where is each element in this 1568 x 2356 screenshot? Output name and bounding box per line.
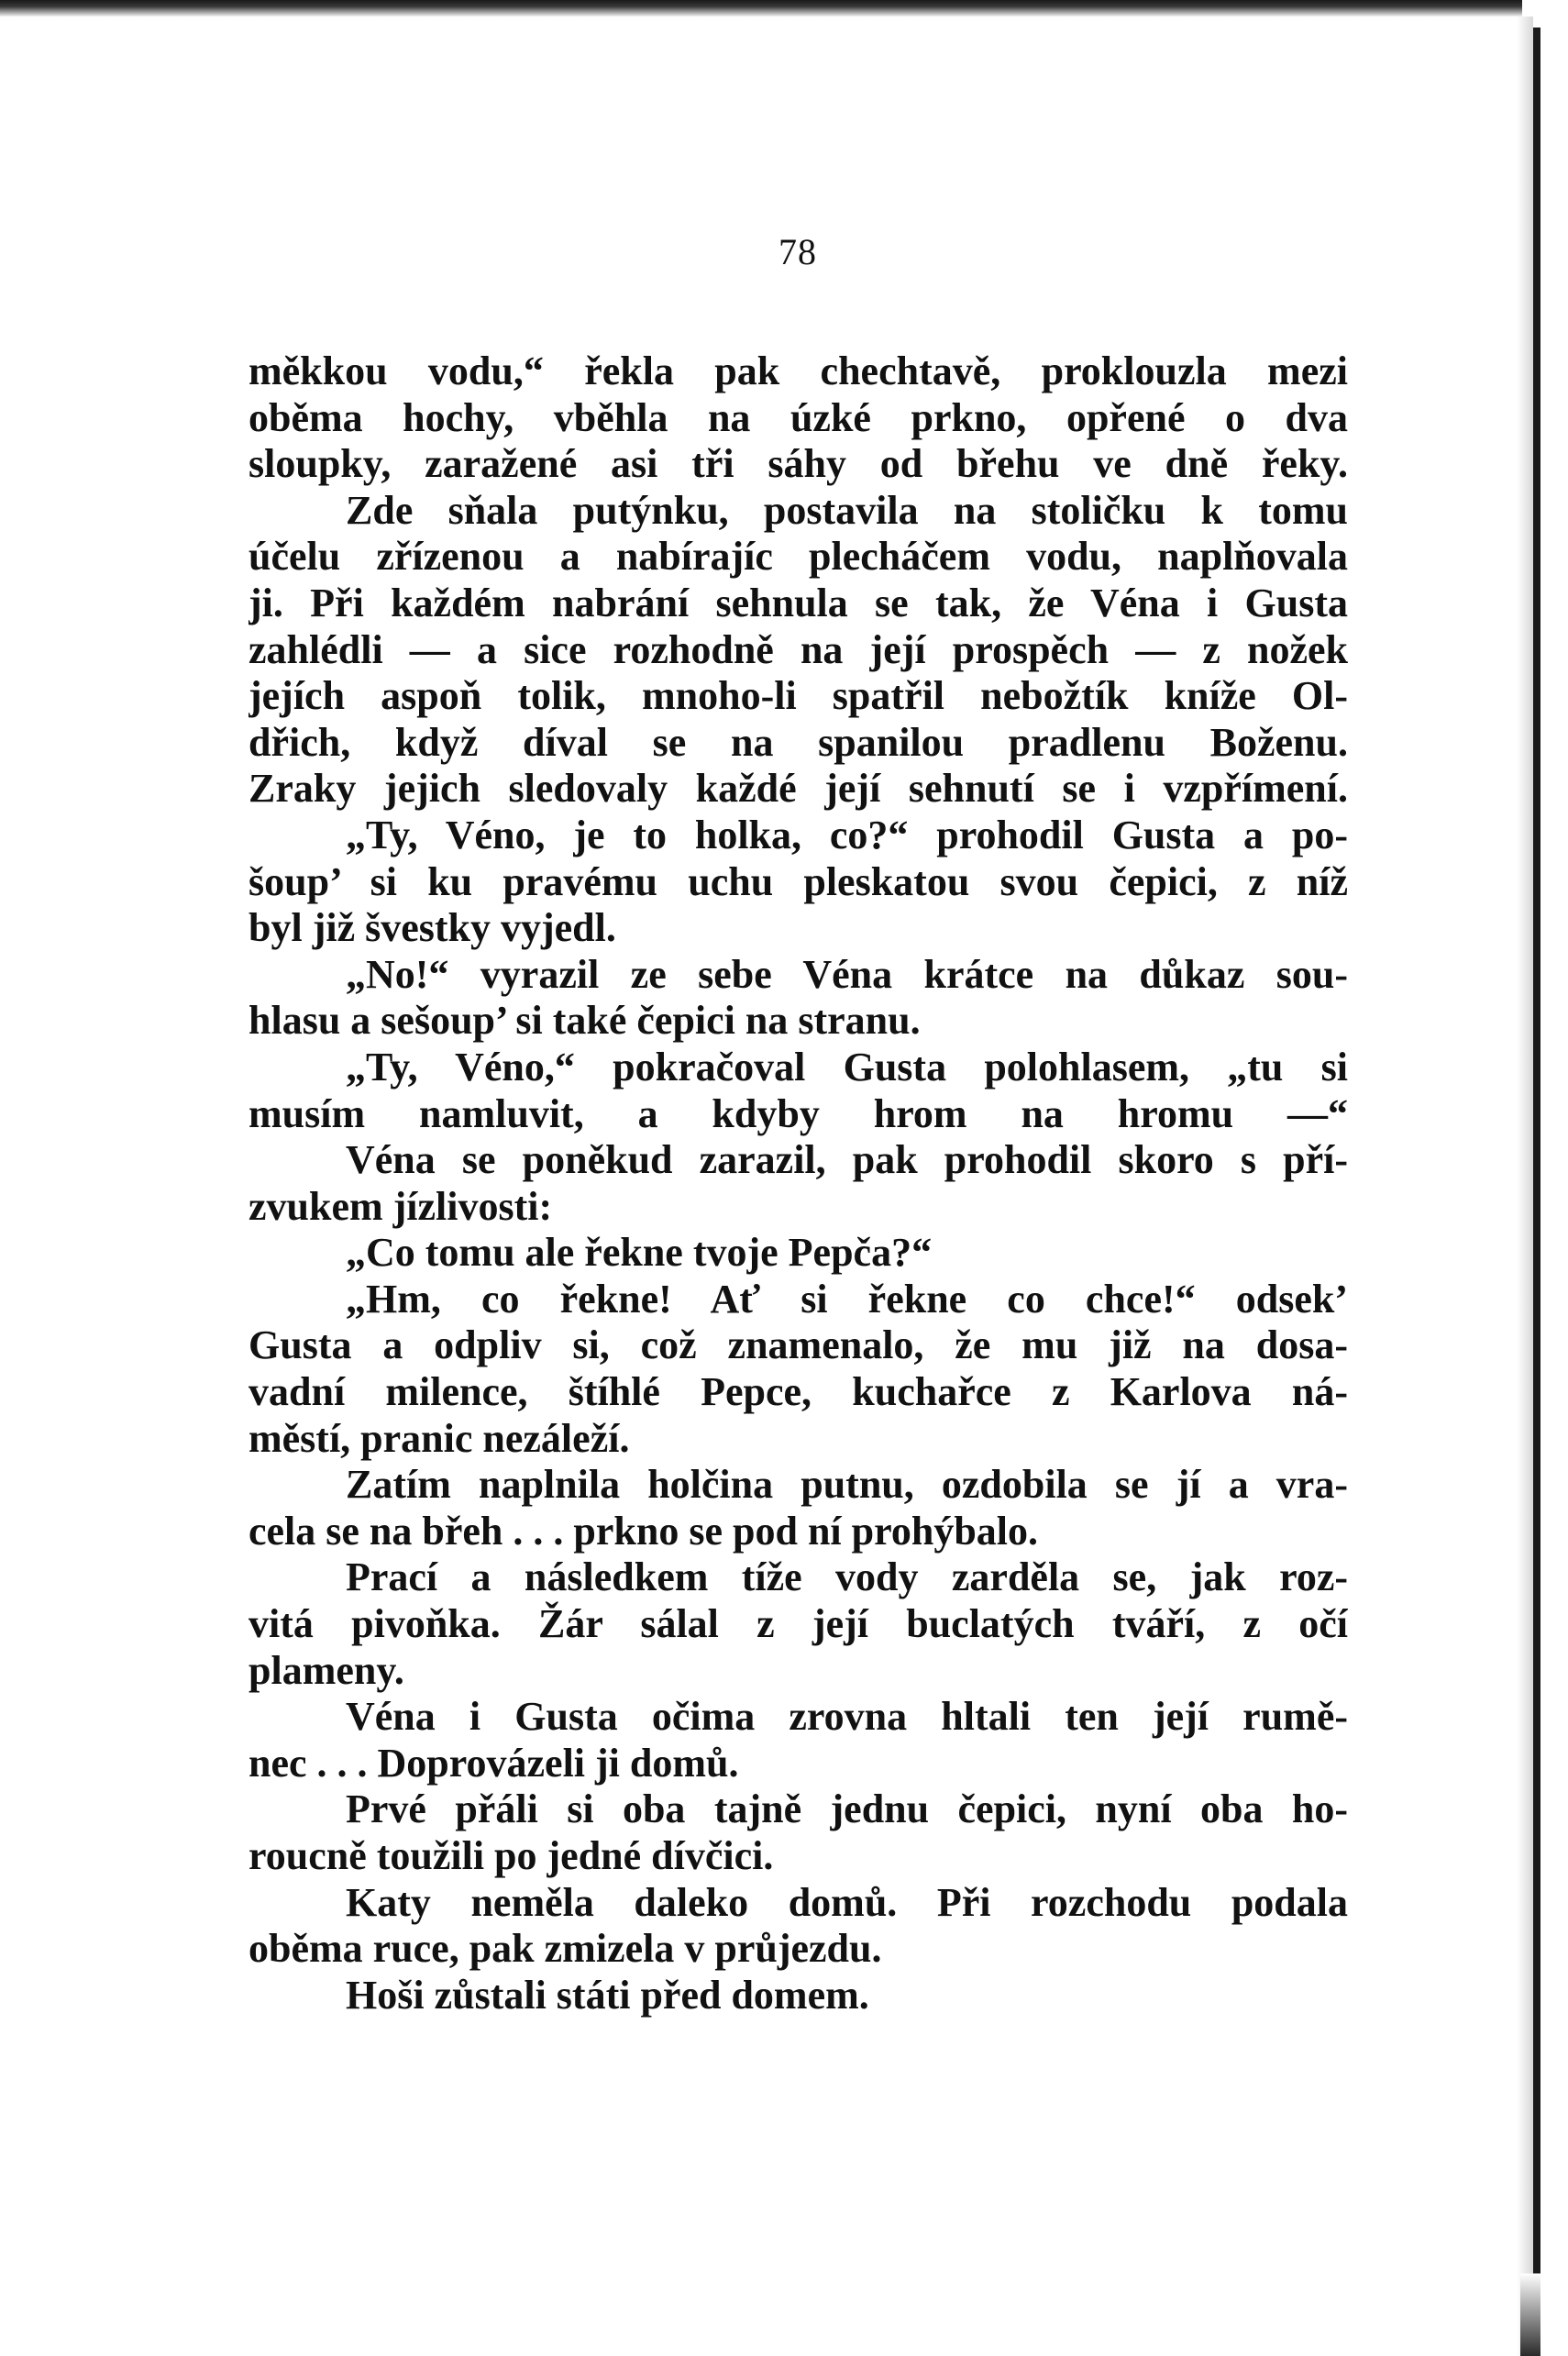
text-line: oběma hochy, vběhla na úzké prkno, opřené o dva [248,394,1348,440]
text-line: Prací a následkem tíže vody zarděla se, jak roz- [346,1554,1348,1600]
text-line: „Ty, Véno, je to holka, co?“ prohodil Gusta a po- [346,812,1348,857]
scan-edge-corner [1520,2273,1540,2356]
scan-edge-shadow [1517,17,1533,2356]
text-line: šoup’ si ku pravému uchu pleskatou svou čepici, z níž [248,858,1348,904]
text-line: měkkou vodu,“ řekla pak chechtavě, proklouzla mezi [248,348,1348,393]
text-line: „Ty, Véno,“ pokračoval Gusta polohlasem, „tu si [346,1044,1348,1090]
text-line: Hoši zůstali státi před domem. [346,1972,869,2018]
text-line: Véna se poněkud zarazil, pak prohodil skoro s pří- [346,1137,1348,1183]
text-line: vitá pivoňka. Žár sálal z její buclatých tváří, z očí [248,1601,1348,1647]
text-line: cela se na břeh . . . prkno se pod ní prohýbalo. [248,1508,1039,1554]
text-line: dřich, když díval se na spanilou pradlenu Boženu. [248,719,1348,765]
body-text [248,348,1348,2019]
text-line: musím namluvit, a kdyby hrom na hromu —“ [248,1090,1348,1136]
scan-edge-border [1533,28,1540,2356]
page-number: 78 [778,231,817,272]
text-line: jejích aspoň tolik, mnoho-li spatřil nebožtík kníže Ol- [248,673,1348,719]
text-line: roucně toužili po jedné dívčici. [248,1833,774,1878]
scan-edge-top [0,0,1568,17]
text-line: zahlédli — a sice rozhodně na její prospěch — z nožek [248,626,1348,672]
text-line: plameny. [248,1647,404,1693]
text-line: byl již švestky vyjedl. [248,905,616,951]
text-line: „Co tomu ale řekne tvoje Pepča?“ [346,1230,933,1276]
text-line: Katy neměla daleko domů. Při rozchodu podala [346,1879,1348,1925]
text-line: vadní milence, štíhlé Pepce, kuchařce z Karlova ná- [248,1369,1348,1415]
text-line: oběma ruce, pak zmizela v průjezdu. [248,1926,882,1972]
text-line: městí, pranic nezáleží. [248,1415,630,1461]
text-line: Zraky jejich sledovaly každé její sehnutí se i vzpřímení. [248,766,1348,812]
text-line: zvukem jízlivosti: [248,1183,553,1229]
text-line: sloupky, zaražené asi tři sáhy od břehu ve dně řeky. [248,441,1348,487]
text-line: „No!“ vyrazil ze sebe Véna krátce na důkaz sou- [346,951,1348,997]
text-line: Zatím naplnila holčina putnu, ozdobila se jí a vra- [346,1462,1348,1508]
text-line: „Hm, co řekne! Ať si řekne co chce!“ odsek’ [346,1276,1348,1322]
text-line: nec . . . Doprovázeli ji domů. [248,1740,739,1786]
text-line: Véna i Gusta očima zrovna hltali ten její rumě- [346,1694,1348,1740]
text-line: účelu zřízenou a nabírajíc plecháčem vodu, naplňovala [248,534,1348,580]
text-line: ji. Při každém nabrání sehnula se tak, že Véna i Gusta [248,580,1348,625]
text-line: Zde sňala putýnku, postavila na stoličku k tomu [346,487,1348,533]
text-line: hlasu a sešoup’ si také čepici na stranu. [248,998,921,1044]
text-line: Prvé přáli si oba tajně jednu čepici, nyní oba ho- [346,1786,1348,1832]
text-line: Gusta a odpliv si, což znamenalo, že mu již na dosa- [248,1322,1348,1368]
